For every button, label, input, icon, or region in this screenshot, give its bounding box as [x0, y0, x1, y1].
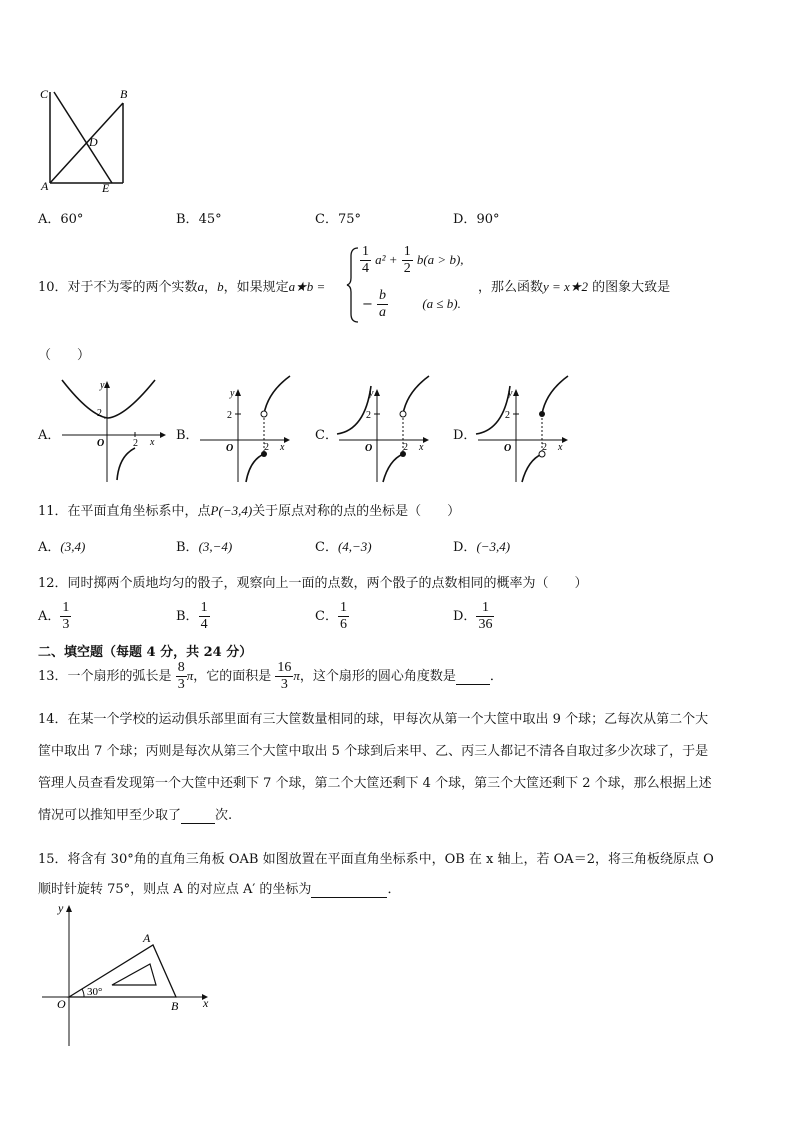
q10-graph-b — [196, 374, 306, 486]
q12-option-d: D． $\frac{1}{36}$ — [453, 600, 493, 632]
svg-text:2: 2 — [505, 410, 510, 421]
q10-option-a: A． — [38, 428, 61, 443]
q10-answer-paren: （ ） — [38, 348, 91, 363]
q10-option-d: D． — [453, 428, 477, 443]
svg-text:y: y — [58, 901, 64, 915]
q15-line-2: 顺时针旋转 75°，则点 A 的对应点 A′ 的坐标为 ． — [38, 882, 401, 897]
curve-left-bottom — [383, 454, 403, 482]
curve-right — [264, 376, 290, 414]
svg-text:2: 2 — [133, 438, 138, 449]
q10-stem-suffix: ，那么函数y = x★2 的图象大致是 — [478, 279, 671, 295]
segment-ab — [50, 103, 123, 183]
frac-1-4: $\frac{1}{4}$ — [362, 244, 369, 276]
section-title: 二、填空题（每题 4 分，共 24 分） — [38, 645, 253, 660]
triangle-oab — [69, 945, 176, 997]
curve-left-bottom — [522, 454, 542, 482]
q10-stem-prefix: 10．对于不为零的两个实数a，b，如果规定a★b = — [38, 279, 326, 295]
svg-text:y: y — [100, 380, 105, 391]
answer-blank — [181, 808, 215, 824]
svg-text:y: y — [230, 388, 235, 399]
svg-text:O: O — [504, 443, 512, 454]
q14-line-2: 筐中取出 7 个球；丙则是每次从第三个大筐中取出 5 个球到后来甲、乙、丙三人都记不清各自取过多少次球了，于是 — [38, 744, 709, 759]
piecewise-brace — [345, 246, 361, 324]
q11-option-d: D．(−3,4) — [453, 539, 511, 555]
q14-line-3: 管理人员查看发现第一个大筐中还剩下 7 个球，第二个大筐还剩下 4 个球，第三个大筐还剩下 2 个球，那么根据上述 — [38, 776, 712, 791]
q9-option-d: D．90° — [453, 212, 500, 227]
svg-text:2: 2 — [542, 442, 547, 453]
q14-line-4: 情况可以推知甲至少取了 次. — [38, 808, 233, 823]
open-dot — [400, 411, 406, 417]
q10-option-b: B． — [176, 428, 199, 443]
q9-option-a: A．60° — [38, 212, 84, 227]
svg-text:30°: 30° — [87, 986, 103, 998]
answer-blank — [311, 882, 387, 898]
q11-stem: 11．在平面直角坐标系中，点P(−3,4)关于原点对称的点的坐标是（ ） — [38, 503, 461, 519]
q15-figure — [40, 898, 220, 1048]
q10-graph-a — [60, 374, 170, 486]
q10-graph-c — [335, 374, 445, 486]
closed-dot — [539, 411, 545, 417]
svg-text:2: 2 — [366, 410, 371, 421]
q9-figure — [38, 84, 138, 196]
svg-text:2: 2 — [264, 442, 269, 453]
q13-stem: 13．一个扇形的弧长是 $\frac{8}{3}$ π，它的面积是 $\frac{16}{3}$ π，这个扇形的圆心角度数是 ． — [38, 660, 503, 692]
q10-graph-d — [474, 374, 584, 486]
svg-text:O: O — [226, 443, 234, 454]
frac-b-a: $\frac{b}{a}$ — [379, 288, 387, 320]
open-dot — [261, 411, 267, 417]
svg-text:x: x — [203, 996, 209, 1010]
svg-text:y: y — [508, 388, 513, 399]
curve-right — [542, 376, 568, 414]
q15-line-1: 15．将含有 30°角的直角三角板 OAB 如图放置在平面直角坐标系中，OB 在 x 轴上，若 OA＝2，将三角板绕原点 O — [38, 852, 714, 867]
answer-blank — [456, 669, 490, 685]
svg-text:A: A — [143, 931, 151, 945]
svg-text:O: O — [57, 997, 66, 1011]
q10-case-1: $\frac{1}{4}$ a² + $\frac{1}{2}$ b(a > b), — [362, 244, 464, 276]
q12-option-b: B． $\frac{1}{4}$ — [176, 600, 208, 632]
curve-left — [246, 454, 264, 482]
label-d: D — [89, 135, 98, 149]
frac-1-2: $\frac{1}{2}$ — [403, 244, 411, 276]
q12-option-c: C． $\frac{1}{6}$ — [315, 600, 347, 632]
svg-text:2: 2 — [403, 442, 408, 453]
label-c: C — [40, 87, 49, 101]
q14-line-1: 14．在某一个学校的运动俱乐部里面有三大筐数量相同的球，甲每次从第一个大筐中取出 9 个球；乙每次从第二个大 — [38, 712, 709, 727]
svg-text:O: O — [365, 443, 373, 454]
q10-option-c: C． — [315, 428, 338, 443]
q12-option-a: A． $\frac{1}{3}$ — [38, 600, 70, 632]
curve-right — [403, 376, 429, 414]
svg-text:2: 2 — [97, 408, 102, 419]
q9-option-c: C．75° — [315, 212, 361, 227]
svg-text:y: y — [369, 388, 374, 399]
svg-text:x: x — [558, 442, 563, 453]
curve-hyperbola — [117, 448, 135, 480]
svg-text:x: x — [280, 442, 285, 453]
label-b: B — [120, 87, 128, 101]
inner-triangle — [112, 964, 156, 985]
q10-case-2: − $\frac{b}{a}$ (a ≤ b). — [362, 288, 461, 320]
svg-text:x: x — [150, 437, 155, 448]
q11-option-c: C．(4,−3) — [315, 539, 372, 555]
svg-text:B: B — [171, 999, 179, 1013]
label-e: E — [102, 181, 110, 195]
q11-option-a: A．(3,4) — [38, 539, 86, 555]
q12-stem: 12．同时掷两个质地均匀的骰子，观察向上一面的点数，两个骰子的点数相同的概率为（ ） — [38, 576, 588, 591]
label-a: A — [41, 179, 49, 193]
q11-option-b: B．(3,−4) — [176, 539, 233, 555]
svg-text:O: O — [97, 438, 105, 449]
svg-text:2: 2 — [227, 410, 232, 421]
q9-option-b: B．45° — [176, 212, 222, 227]
svg-text:x: x — [419, 442, 424, 453]
